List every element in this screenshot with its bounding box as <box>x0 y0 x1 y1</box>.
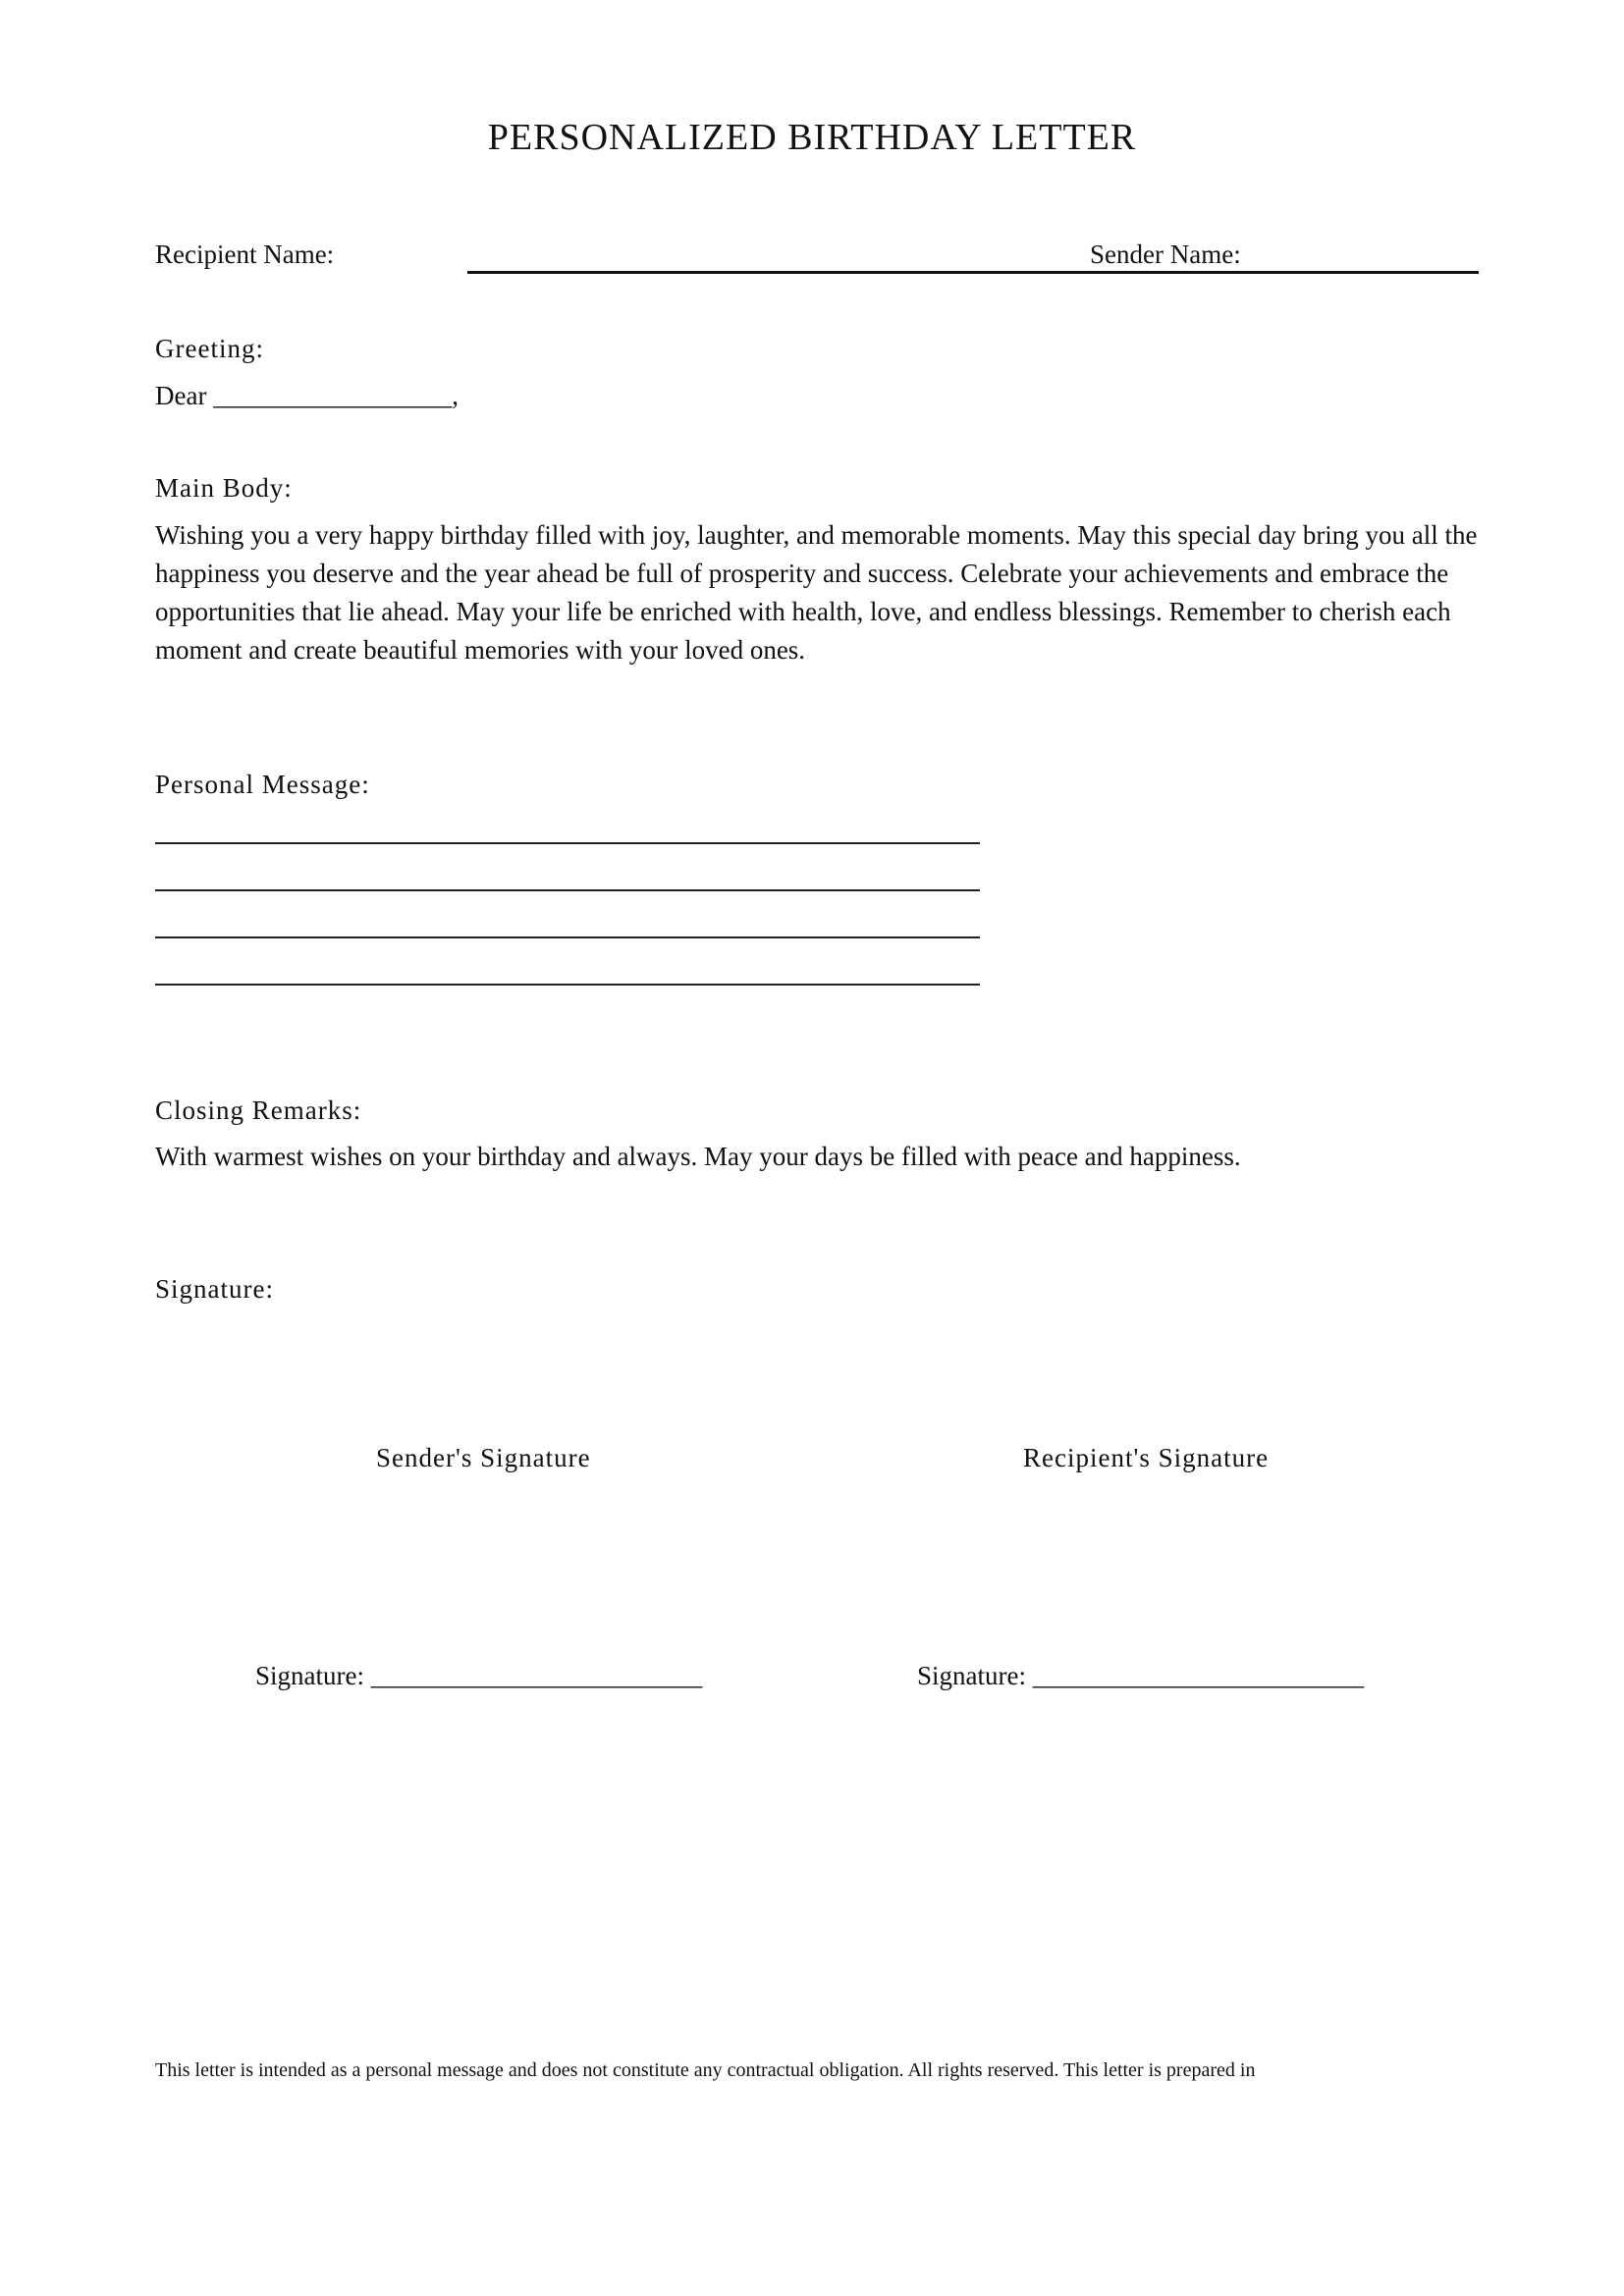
document-title: PERSONALIZED BIRTHDAY LETTER <box>487 117 1137 158</box>
closing-remarks-label: Closing Remarks: <box>155 1095 362 1125</box>
sender-name-label: Sender Name: <box>1090 240 1241 269</box>
signature-section-label: Signature: <box>155 1274 274 1304</box>
recipient-signature-line: Signature: _________________________ <box>917 1661 1365 1690</box>
personal-message-line <box>155 842 980 844</box>
name-underline <box>467 271 1479 274</box>
personal-message-line <box>155 984 980 986</box>
personal-message-line <box>155 936 980 938</box>
sender-signature-line: Signature: _________________________ <box>255 1661 703 1690</box>
recipient-signature-caption: Recipient's Signature <box>1023 1443 1270 1472</box>
greeting-line: Dear __________________, <box>155 381 459 410</box>
personal-message-line <box>155 889 980 891</box>
greeting-label: Greeting: <box>155 334 264 363</box>
recipient-name-label: Recipient Name: <box>155 240 335 269</box>
main-body-label: Main Body: <box>155 473 293 503</box>
closing-remarks-text: With warmest wishes on your birthday and always. May your days be filled with peace and happiness. <box>155 1142 1241 1171</box>
footer-disclaimer: This letter is intended as a personal message and does not constitute any contractual obligation. All rights reserved. This letter is prepared in <box>155 2059 1256 2081</box>
main-body-text: Wishing you a very happy birthday filled with joy, laughter, and memorable moments. May this special day bring you all the happiness you deserve and the year ahead be full of prosperity and success. Celebrate your achievements and embrace the opportunities that lie ahead. May your life be enriched with health, love, and endless blessings. Remember to cherish each moment and create beautiful memories with your loved ones. <box>155 520 1478 665</box>
sender-signature-caption: Sender's Signature <box>376 1443 591 1472</box>
personal-message-label: Personal Message: <box>155 770 370 799</box>
